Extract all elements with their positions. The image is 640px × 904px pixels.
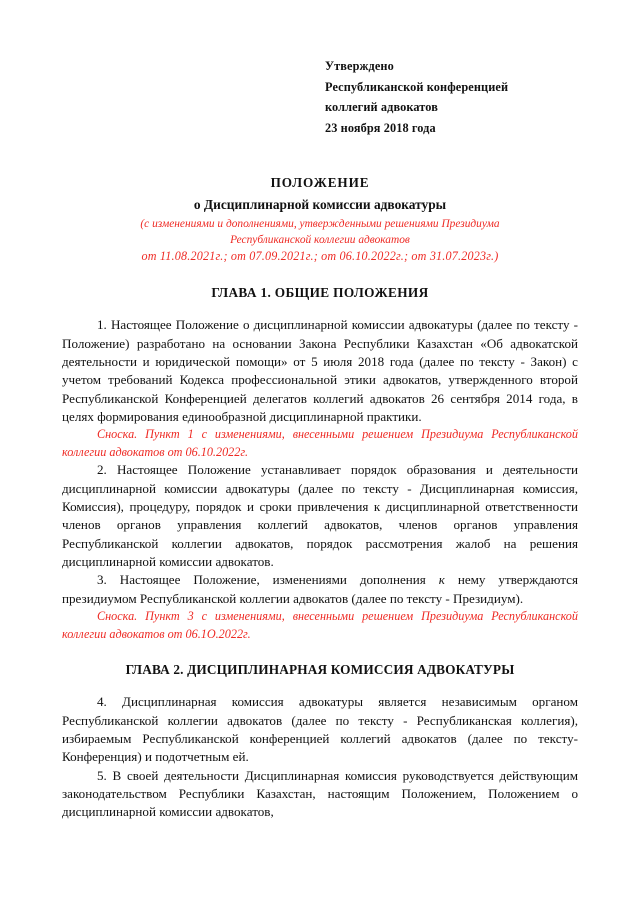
paragraph-3-emphasis: к — [438, 572, 445, 588]
amendment-note-line-2: Республиканской коллегии адвокатов — [230, 233, 410, 246]
paragraph-4: 4. Дисциплинарная комиссия адвокатуры является независимым органом Республиканской коллегии адвокатов (далее по тексту - Республиканская коллегия), избираемым Республиканской конференцией коллегий адвокатов (далее по тексту- Конференция) и подотчетным ей. — [62, 694, 578, 765]
amendment-note — [62, 217, 578, 265]
approval-block — [62, 56, 578, 138]
paragraph-1: 1. Настоящее Положение о дисциплинарной комиссии адвокатуры (далее по тексту - Положение) разработано на основании Закона Республики Казахстан «Об адвокатской деятельности и юридической помощи» от 5 июля 2018 года (далее по тексту - Закон) с учетом требований Кодекса профессиональной этики адвокатов, утвержденного второй Республиканской Конференцией делегатов коллегий адвокатов 26 сентября 2014 года, в целях формирования единообразной дисциплинарной практики. — [62, 317, 578, 424]
paragraph-3-part-2: нему утверждаются президиумом Республиканской коллегии адвокатов (далее по тексту - Президиум). — [62, 572, 578, 606]
approval-line-3: коллегий адвокатов — [325, 100, 438, 115]
amendment-dates: от 11.08.2021г.; от 07.09.2021г.; от 06.10.2022г.; от 31.07.2023г.) — [141, 248, 499, 263]
paragraph-3-part-1: 3. Настоящее Положение, изменениями дополнения — [97, 572, 439, 588]
chapter-1-heading: ГЛАВА 1. ОБЩИЕ ПОЛОЖЕНИЯ — [211, 285, 429, 301]
footnote-2: Сноска. Пункт 3 с изменениями, внесенными решением Президиума Республиканской коллегии адвокатов от 06.1О.2022г. — [62, 609, 578, 641]
chapter-2-heading: ГЛАВА 2. ДИСЦИПЛИНАРНАЯ КОМИССИЯ АДВОКАТУРЫ — [125, 662, 515, 678]
approval-line-4: 23 ноября 2018 года — [325, 120, 436, 135]
paragraph-3 — [62, 571, 578, 608]
document-title: ПОЛОЖЕНИЕ — [270, 175, 370, 191]
paragraph-5: 5. В своей деятельности Дисциплинарная комиссия руководствуется действующим законодательством Республики Казахстан, настоящим Положением, Положением о дисциплинарной комиссии адвокатов, — [62, 767, 578, 820]
approval-line-1: Утверждено — [325, 59, 394, 73]
paragraph-2: 2. Настоящее Положение устанавливает порядок образования и деятельности дисциплинарной комиссии адвокатуры (далее по тексту - Дисциплинарная комиссия, Комиссия), процедуру, порядок и сроки привлечения к дисциплинарной ответственности членов органов управления коллегий адвокатов, членов органов управления Республиканской коллегии адвокатов, порядок рассмотрения жалоб на решения дисциплинарной комиссии адвокатов. — [62, 462, 578, 570]
amendment-note-line-1: (с изменениями и дополнениями, утвержденными решениями Президиума — [140, 218, 500, 231]
footnote-1: Сноска. Пункт 1 с изменениями, внесенными решением Президиума Республиканской коллегии адвокатов от 06.10.2022г. — [62, 427, 578, 459]
approval-text — [325, 56, 508, 138]
document-subtitle: о Дисциплинарной комиссии адвокатуры — [193, 197, 447, 213]
approval-line-2: Республиканской конференцией — [325, 79, 509, 94]
